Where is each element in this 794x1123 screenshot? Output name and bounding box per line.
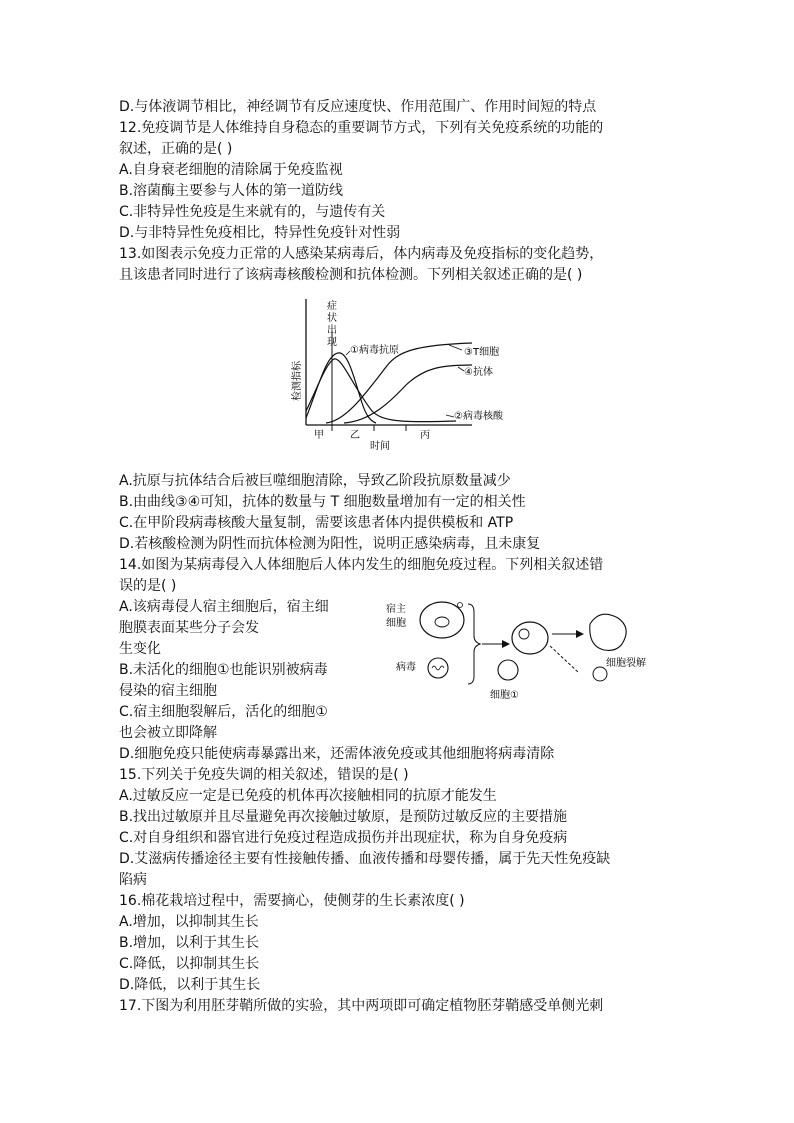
q16-option-c: C.降低，以抑制其生长 [119,956,260,972]
q14-stem-line1: 14.如图为某病毒侵入人体细胞后人体内发生的细胞免疫过程。下列相关叙述错 [119,557,604,573]
q13-option-b: B.由曲线③④可知，抗体的数量与 T 细胞数量增加有一定的相关性 [119,494,526,510]
label-t-cell: ③T细胞 [464,347,500,358]
virus-label: 病毒 [396,662,416,673]
q14-cell-immunity-figure [380,594,680,704]
arrow-head [576,630,584,638]
q15-option-d-line2: 陷病 [119,872,147,888]
stage-jia: 甲 [314,430,324,441]
cell-one-label: 细胞① [490,690,519,701]
label-viral-antigen: ①病毒抗原 [350,345,399,356]
q15-option-b: B.找出过敏原并且尽量避免再次接触过敏原，是预防过敏反应的主要措施 [119,809,568,825]
symptom-char-4: 现 [327,337,337,348]
q15-stem: 15.下列关于免疫失调的相关叙述，错误的是( ) [119,767,409,783]
q15-option-c: C.对自身组织和器官进行免疫过程造成损伤并出现症状，称为自身免疫病 [119,830,568,846]
q13-stem-line1: 13.如图表示免疫力正常的人感染某病毒后，体内病毒及免疫指标的变化趋势， [119,246,604,262]
q11-option-d: D.与体液调节相比，神经调节有反应速度快、作用范围广、作用时间短的特点 [119,99,597,115]
q12-option-a: A.自身衰老细胞的清除属于免疫监视 [119,162,343,178]
q14-option-a-line1: A.该病毒侵人宿主细胞后，宿主细 [119,599,329,615]
host-cell-label-2: 细胞 [386,618,406,629]
label-antibody: ④抗体 [464,367,493,378]
cell-one-shape [498,660,518,680]
q14-option-c-line1: C.宿主细胞裂解后，活化的细胞① [119,704,328,720]
q16-stem: 16.棉花栽培过程中，需要摘心，使侧芽的生长素浓度( ) [119,893,465,909]
q15-option-d-line1: D.艾滋病传播途径主要有性接触传播、血液传播和母婴传播，属于先天性免疫缺 [119,851,611,867]
lysed-cell-shape [590,614,626,650]
x-axis-label: 时间 [370,441,390,451]
infected-cell-nucleus [519,629,529,639]
q12-option-c: C.非特异性免疫是生来就有的，与遗传有关 [119,204,386,220]
host-cell-shape [420,602,464,638]
q13-option-c: C.在甲阶段病毒核酸大量复制，需要该患者体内提供模板和 ATP [119,515,514,531]
virus-shape [428,658,448,678]
leader-line [446,415,454,417]
curve-antibody [344,365,472,423]
q14-option-a-line3: 生变化 [119,641,161,657]
symptom-char-2: 状 [327,313,337,324]
brace [468,604,480,684]
q16-option-b: B.增加，以利于其生长 [119,935,260,951]
arrow-head [502,640,510,648]
symptom-char-1: 症 [327,301,337,312]
q14-option-b-line2: 侵染的宿主细胞 [119,683,217,699]
stage-yi: 乙 [350,430,360,441]
leader-line [449,345,462,350]
lysis-label: 细胞裂解 [606,658,646,669]
q13-immune-curve-figure [286,293,536,451]
q14-stem-line2: 误的是( ) [119,578,177,594]
q16-option-a: A.增加，以抑制其生长 [119,914,259,930]
q13-option-a: A.抗原与抗体结合后被巨噬细胞清除，导致乙阶段抗原数量减少 [119,473,511,489]
infected-cell-shape [512,622,548,654]
q14-option-c-line2: 也会被立即降解 [119,725,217,741]
symptom-char-3: 出 [327,325,337,336]
host-cell-nucleus [435,617,449,627]
fragment-shape [593,667,607,681]
host-cell-label-1: 宿主 [386,604,406,615]
q14-option-b-line1: B.未活化的细胞①也能识别被病毒 [119,662,328,678]
curve-t-cell [326,343,472,423]
q13-option-d: D.若核酸检测为阴性而抗体检测为阳性，说明正感染病毒，且未康复 [119,536,541,552]
q16-option-d: D.降低，以利于其生长 [119,977,261,993]
q13-stem-line2: 且该患者同时进行了该病毒核酸检测和抗体检测。下列相关叙述正确的是( ) [119,267,583,283]
q17-stem-line1: 17.下图为利用胚芽鞘所做的实验，其中两项即可确定植物胚芽鞘感受单侧光刺 [119,998,604,1014]
q12-option-b: B.溶菌酶主要参与人体的第一道防线 [119,183,344,199]
q12-option-d: D.与非特异性免疫相比，特异性免疫针对性弱 [119,225,401,241]
y-axis-label: 检测指标 [292,361,303,401]
label-viral-nucleic-acid: ②病毒核酸 [454,411,503,422]
q15-option-a: A.过敏反应一定是已免疫的机体再次接触相同的抗原才能发生 [119,788,497,804]
q14-option-a-line2: 胞膜表面某些分子会发 [119,620,259,636]
q14-option-d: D.细胞免疫只能使病毒暴露出来，还需体液免疫或其他细胞将病毒清除 [119,746,555,762]
virus-genome [432,666,444,670]
q12-stem-line1: 12.免疫调节是人体维持自身稳态的重要调节方式，下列有关免疫系统的功能的 [119,120,604,136]
surface-marker [458,603,463,608]
q12-stem-line2: 叙述，正确的是( ) [119,141,233,157]
stage-bing: 丙 [420,430,430,441]
arrow-line [550,646,578,672]
